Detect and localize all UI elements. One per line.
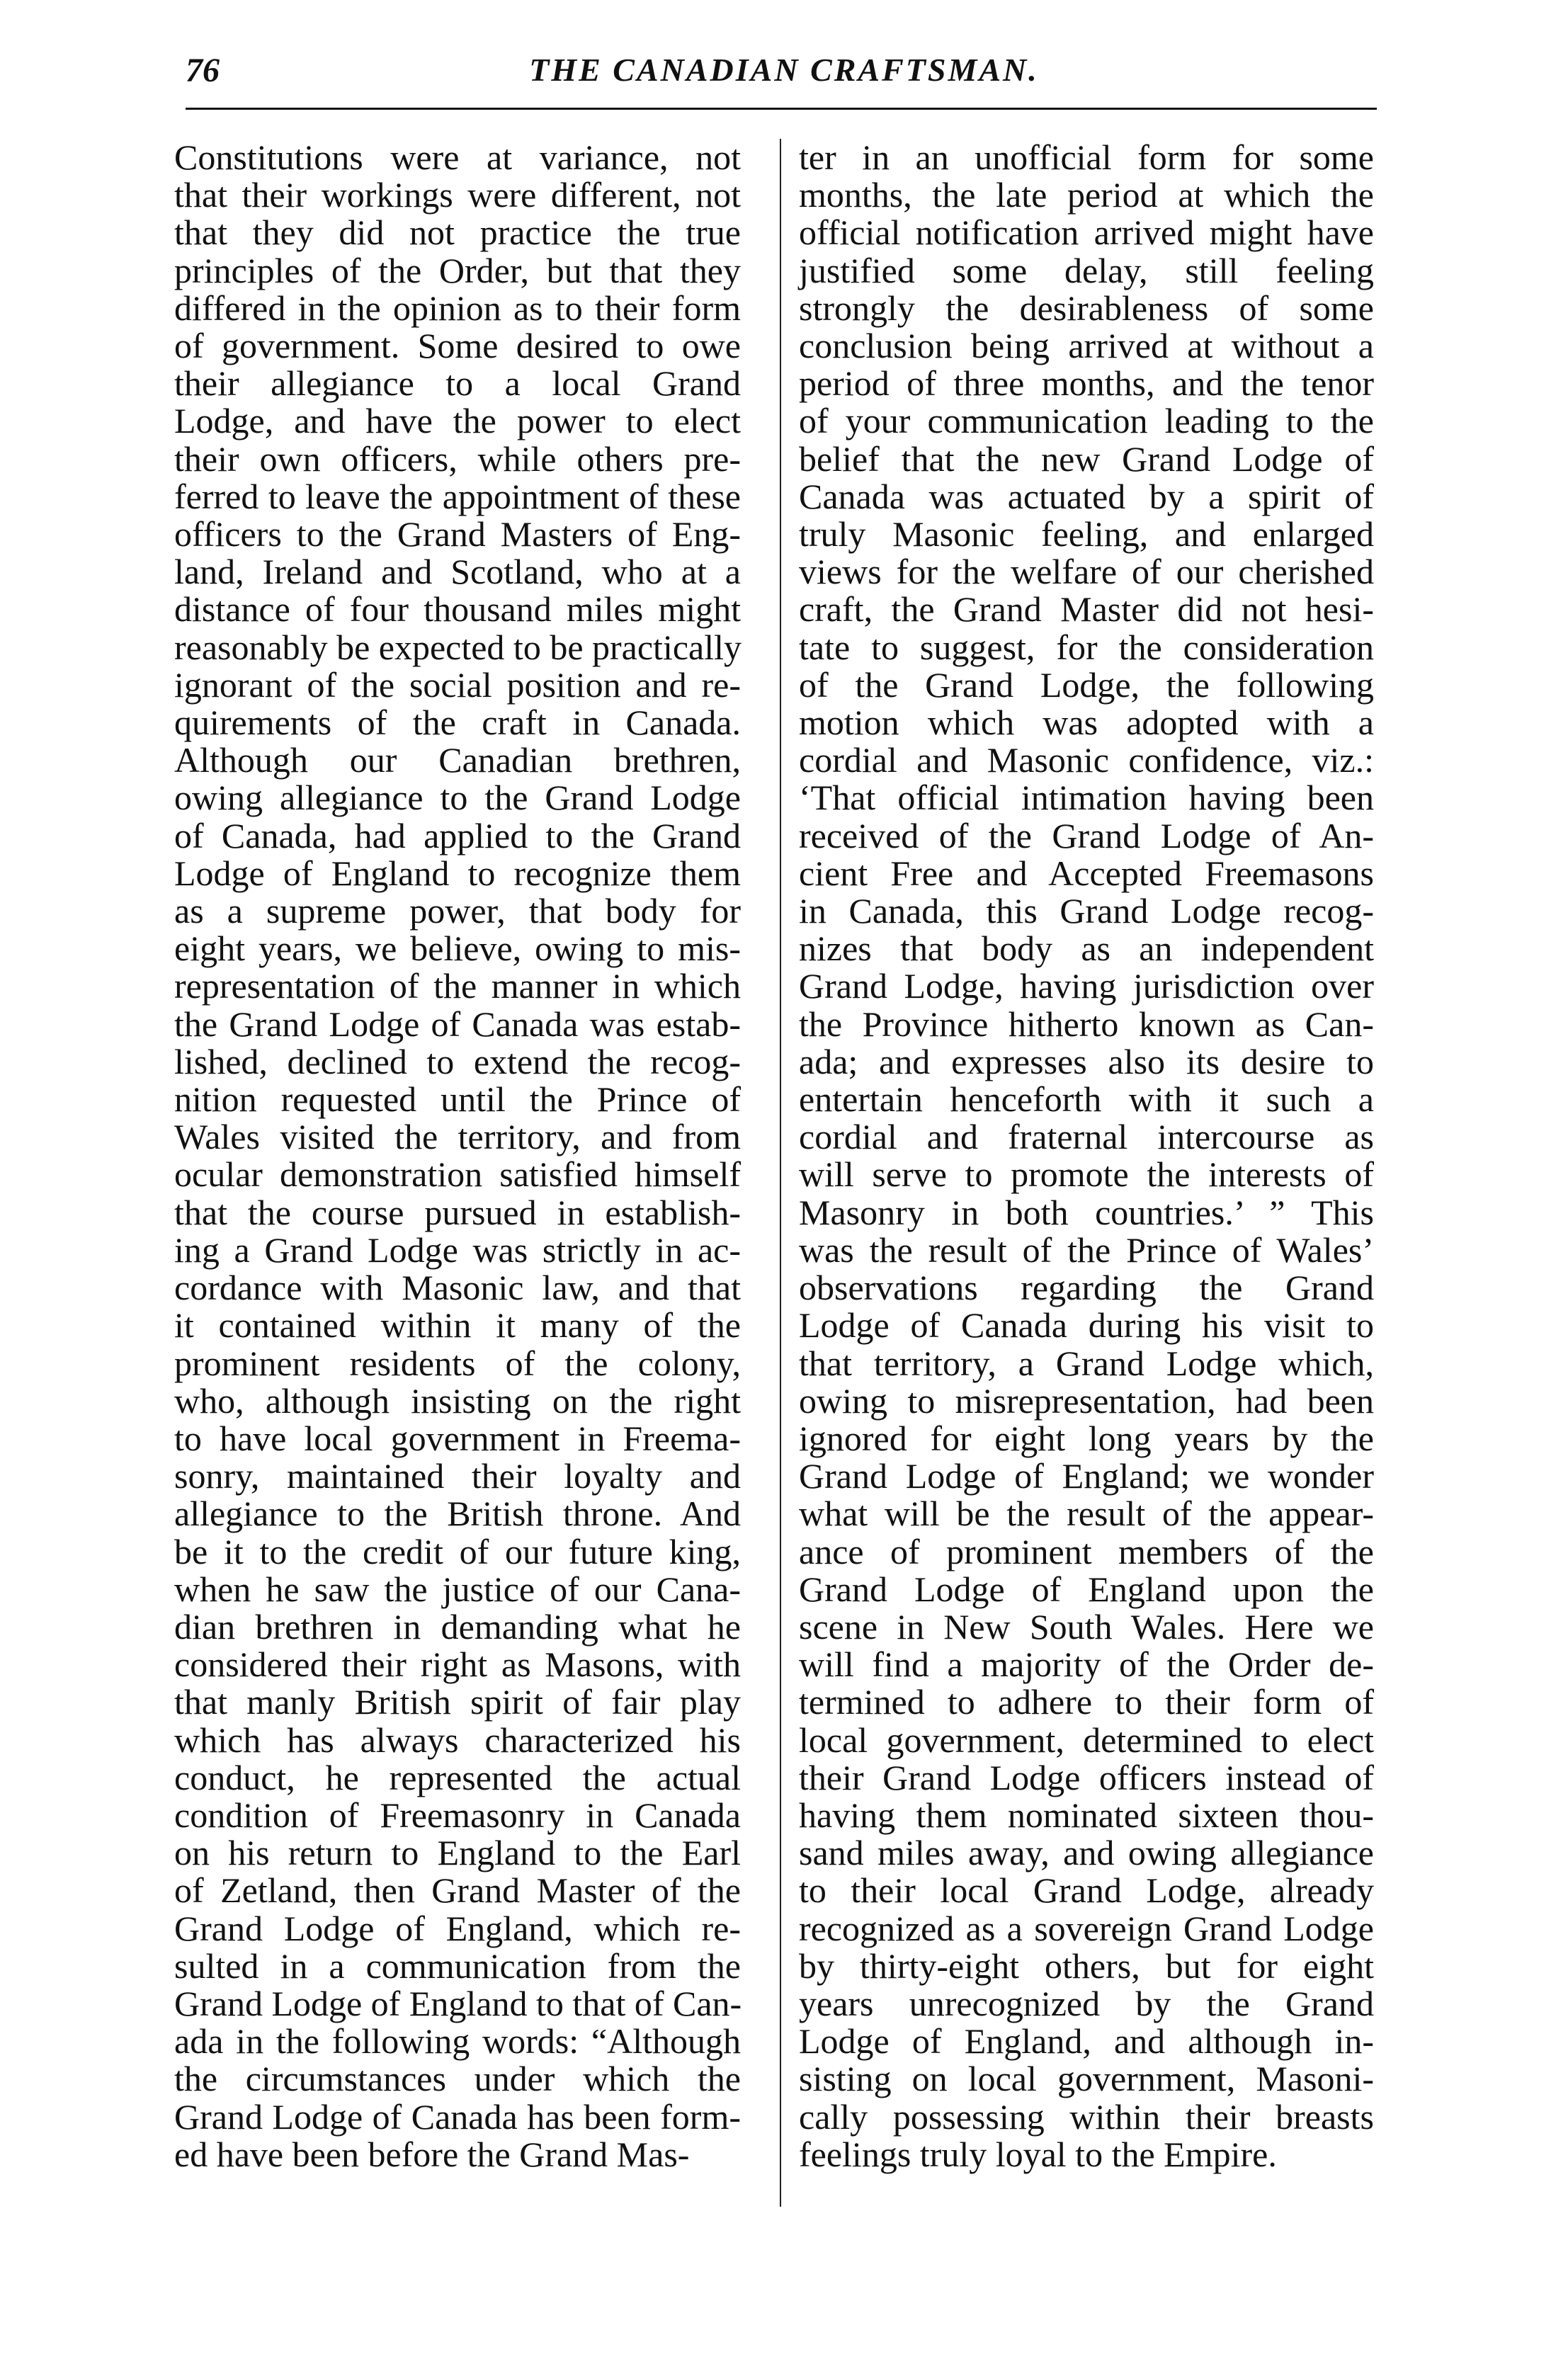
column-divider [780, 139, 781, 2207]
text-line [174, 1006, 741, 1043]
text-line-content: that they did not practice the true [174, 212, 741, 253]
text-line [799, 1683, 1374, 1721]
text-line [799, 629, 1374, 666]
text-line [174, 176, 741, 214]
text-line [799, 967, 1374, 1005]
text-line-content: representation of the manner in which [174, 966, 741, 1006]
text-line-content: it contained within it many of the [174, 1305, 741, 1346]
text-line [799, 2060, 1374, 2098]
text-line-content: belief that the new Grand Lodge of [799, 438, 1374, 479]
text-line-content: Lodge of Canada during his visit to [799, 1305, 1374, 1346]
text-line [174, 1834, 741, 1872]
text-line-content: Grand Lodge, having jurisdiction over [799, 966, 1374, 1006]
text-line-content: reasonably be expected to be practically [174, 627, 742, 667]
text-line [799, 139, 1374, 176]
text-line [799, 1457, 1374, 1495]
text-line [174, 440, 741, 478]
text-line-content: eight years, we believe, owing to mis- [174, 928, 741, 969]
text-line-content: motion which was adopted with a [799, 703, 1374, 743]
text-line-content: condition of Freemasonry in Canada [174, 1795, 741, 1835]
text-line [799, 591, 1374, 628]
page-number: 76 [186, 52, 220, 89]
text-line [799, 252, 1374, 290]
text-line-content: of your communication leading to the [799, 401, 1374, 441]
text-line-content: received of the Grand Lodge of An- [799, 815, 1374, 856]
text-line-content: Canada was actuated by a spirit of [799, 476, 1374, 516]
text-line-content: of Zetland, then Grand Master of the [174, 1870, 741, 1911]
text-line [799, 176, 1374, 214]
text-line [799, 1797, 1374, 1834]
text-line-content: ed have been before the Grand Mas- [174, 2134, 690, 2174]
text-line [174, 930, 741, 967]
text-line [174, 892, 741, 930]
text-line-content: to have local government in Freema- [174, 1418, 741, 1458]
text-line-content: ‘That official intimation having been [799, 778, 1374, 818]
text-line [799, 930, 1374, 967]
text-line-content: officers to the Grand Masters of Eng- [174, 514, 741, 555]
header-rule [186, 108, 1377, 110]
text-line [174, 591, 741, 628]
text-line [799, 478, 1374, 516]
text-line [799, 440, 1374, 478]
text-line-content: Lodge, and have the power to elect [174, 401, 741, 441]
text-line [174, 327, 741, 365]
text-line [799, 1345, 1374, 1382]
text-line-content: ferred to leave the appointment of these [174, 476, 741, 516]
text-line [174, 2023, 741, 2060]
text-line-content: by thirty-eight others, but for eight [799, 1945, 1374, 1986]
text-line [799, 1382, 1374, 1420]
text-line-content: of Canada, had applied to the Grand [174, 815, 741, 856]
text-line-content: owing allegiance to the Grand Lodge [174, 778, 741, 818]
text-line-content: the circumstances under which the [174, 2059, 741, 2099]
text-line-content: years unrecognized by the Grand [799, 1983, 1374, 2023]
text-line [174, 1872, 741, 1909]
text-line-content: cordial and Masonic confidence, viz.: [799, 740, 1374, 780]
text-line [799, 1229, 1374, 1270]
text-line [174, 1646, 741, 1683]
text-line-content: which has always characterized his [174, 1719, 741, 1760]
text-line-content: in Canada, this Grand Lodge recog- [799, 891, 1374, 931]
text-line-content: that their workings were different, not [174, 175, 741, 215]
text-line [799, 1006, 1374, 1043]
text-line [174, 2098, 741, 2136]
text-line-content: land, Ireland and Scotland, who at a [174, 552, 741, 592]
text-line-content: Although our Canadian brethren, [174, 740, 741, 780]
text-line-content: ing a Grand Lodge was strictly in ac- [174, 1229, 741, 1270]
text-line [799, 1043, 1374, 1081]
text-line-content: termined to adhere to their form of [799, 1682, 1374, 1722]
text-line [174, 516, 741, 553]
text-line-content: was the result of the Prince of Wales’ [799, 1229, 1374, 1270]
text-line [799, 327, 1374, 365]
text-line-content: Constitutions were at variance, not [174, 137, 741, 177]
text-line [174, 1118, 741, 1156]
text-line-content: Wales visited the territory, and from [174, 1117, 741, 1157]
text-line [174, 1382, 741, 1420]
text-line [174, 1043, 741, 1081]
text-line-content: differed in the opinion as to their form [174, 288, 741, 328]
text-line [799, 779, 1374, 817]
text-line [174, 704, 741, 741]
text-line [799, 1081, 1374, 1118]
text-line-content: that territory, a Grand Lodge which, [799, 1343, 1374, 1383]
text-line [799, 402, 1374, 440]
text-line-content: official notification arrived might have [799, 212, 1374, 253]
text-line-content: their Grand Lodge officers instead of [799, 1757, 1374, 1797]
text-line-content: on his return to England to the Earl [174, 1833, 741, 1873]
text-line-content: the Province hitherto known as Can- [799, 1004, 1374, 1044]
text-line [799, 1495, 1374, 1533]
text-line [799, 1646, 1374, 1683]
text-line-content: having them nominated sixteen thou- [799, 1795, 1374, 1835]
text-line-content: local government, determined to elect [799, 1719, 1374, 1760]
text-line-content: craft, the Grand Master did not hesi- [799, 589, 1374, 630]
text-line [174, 402, 741, 440]
text-line [799, 855, 1374, 892]
text-line-content: Lodge of England to recognize them [174, 853, 741, 893]
text-line [799, 1533, 1374, 1571]
text-line-content: dian brethren in demanding what he [174, 1606, 741, 1647]
text-line [174, 1457, 741, 1495]
text-line [174, 1945, 741, 1986]
text-line-content: conduct, he represented the actual [174, 1757, 741, 1797]
text-line-content: sonry, maintained their loyalty and [174, 1456, 741, 1496]
text-line [799, 1307, 1374, 1344]
text-line-content: scene in New South Wales. Here we [799, 1606, 1374, 1647]
text-line-content: will serve to promote the interests of [799, 1154, 1374, 1195]
text-line [799, 1985, 1374, 2023]
text-line [799, 365, 1374, 402]
text-line [799, 892, 1374, 930]
text-line [174, 1985, 741, 2023]
text-line-content: quirements of the craft in Canada. [174, 703, 741, 743]
text-line-content: principles of the Order, but that they [174, 250, 741, 290]
text-line-content: considered their right as Masons, with [174, 1644, 741, 1685]
text-line-content: views for the welfare of our cherished [799, 552, 1374, 592]
text-line-content: observations regarding the Grand [799, 1268, 1374, 1308]
text-line-content: Grand Lodge of England; we wonder [799, 1456, 1374, 1496]
text-line-content: that manly British spirit of fair play [174, 1682, 741, 1722]
text-line [799, 1608, 1374, 1646]
text-line-content: recognized as a sovereign Grand Lodge [799, 1908, 1374, 1948]
text-line-content: nition requested until the Prince of [174, 1079, 741, 1120]
text-line [174, 1269, 741, 1307]
text-line-content: entertain henceforth with it such a [799, 1079, 1374, 1120]
text-line [174, 1910, 741, 1948]
text-line-content: ocular demonstration satisfied himself [174, 1154, 741, 1195]
text-line-content: Lodge of England, and although in- [799, 2021, 1374, 2062]
text-line [174, 1759, 741, 1797]
text-line [174, 629, 741, 666]
text-line [174, 1420, 741, 1457]
text-line-content: the Grand Lodge of Canada was estab- [174, 1004, 741, 1044]
text-line [174, 214, 741, 251]
text-line-content: prominent residents of the colony, [174, 1343, 741, 1383]
text-line [174, 666, 741, 704]
text-line [799, 1571, 1374, 1608]
text-line [799, 2023, 1374, 2060]
text-line [174, 365, 741, 402]
text-line-content: that the course pursued in establish- [174, 1192, 741, 1232]
text-line-content: when he saw the justice of our Cana- [174, 1569, 741, 1609]
text-line-content: Grand Lodge of England upon the [799, 1569, 1374, 1609]
text-line [174, 290, 741, 327]
text-line [174, 741, 741, 779]
text-line [799, 2136, 1374, 2173]
text-line [799, 704, 1374, 741]
text-line [174, 855, 741, 892]
text-line-content: conclusion being arrived at without a [799, 326, 1374, 366]
text-line [174, 1156, 741, 1193]
running-head-title: THE CANADIAN CRAFTSMAN. [529, 52, 1039, 88]
text-line-content: ance of prominent members of the [799, 1531, 1374, 1571]
text-line [174, 2060, 741, 2098]
text-line [799, 741, 1374, 779]
right-column [799, 139, 1374, 2173]
text-line [174, 1533, 741, 1571]
text-line [174, 1081, 741, 1118]
text-line-content: of government. Some desired to owe [174, 326, 741, 366]
text-line-content: tate to suggest, for the consideration [799, 627, 1374, 667]
text-line [174, 817, 741, 855]
text-line [799, 1194, 1374, 1232]
text-line-content: cally possessing within their breasts [799, 2096, 1374, 2137]
text-line [799, 290, 1374, 327]
text-line [174, 779, 741, 817]
text-line-content: ignorant of the social position and re- [174, 664, 741, 705]
text-line [799, 516, 1374, 553]
text-line-content: months, the late period at which the [799, 175, 1374, 215]
text-line [799, 1945, 1374, 1986]
text-line [174, 252, 741, 290]
text-line [174, 1683, 741, 1721]
text-line [174, 1229, 741, 1270]
text-line [799, 1759, 1374, 1797]
text-line-content: what will be the result of the appear- [799, 1494, 1374, 1534]
text-line-content: their allegiance to a local Grand [174, 363, 741, 404]
text-line-content: distance of four thousand miles might [174, 589, 741, 630]
text-line-content: Masonry in both countries.’ ” This [799, 1192, 1374, 1232]
text-line-content: feelings truly loyal to the Empire. [799, 2134, 1277, 2174]
text-line-content: ignored for eight long years by the [799, 1418, 1374, 1458]
text-line-content: owing to misrepresentation, had been [799, 1380, 1374, 1421]
text-line-content: cient Free and Accepted Freemasons [799, 853, 1374, 893]
text-line [799, 817, 1374, 855]
text-line-content: truly Masonic feeling, and enlarged [799, 514, 1374, 555]
text-line-content: sisting on local government, Masoni- [799, 2059, 1374, 2099]
text-line-content: Grand Lodge of England to that of Can- [174, 1983, 742, 2023]
text-line-content: be it to the credit of our future king, [174, 1531, 741, 1571]
text-line [799, 2098, 1374, 2136]
text-line [174, 1797, 741, 1834]
text-line-content: Grand Lodge of Canada has been form- [174, 2096, 741, 2137]
text-line [799, 1269, 1374, 1307]
text-line [799, 1420, 1374, 1457]
text-line [174, 478, 741, 516]
text-line [174, 1345, 741, 1382]
text-line [174, 967, 741, 1005]
text-line [799, 1118, 1374, 1156]
text-line-content: lished, declined to extend the recog- [174, 1041, 741, 1081]
text-line-content: ada; and expresses also its desire to [799, 1041, 1374, 1081]
text-line [174, 1719, 741, 1760]
text-line [799, 1910, 1374, 1948]
text-line [174, 1495, 741, 1533]
text-line [174, 1307, 741, 1344]
text-line [799, 553, 1374, 591]
text-line-content: period of three months, and the tenor [799, 363, 1374, 404]
text-line [799, 1156, 1374, 1193]
text-line-content: ter in an unofficial form for some [799, 137, 1374, 177]
text-line [174, 1194, 741, 1232]
text-line [174, 1608, 741, 1646]
text-line-content: their own officers, while others pre- [174, 438, 741, 479]
text-line-content: justified some delay, still feeling [799, 250, 1374, 290]
text-line-content: who, although insisting on the right [174, 1380, 741, 1421]
text-line-content: to their local Grand Lodge, already [799, 1870, 1374, 1911]
text-line-content: as a supreme power, that body for [174, 891, 741, 931]
left-column [174, 139, 741, 2173]
text-line-content: cordial and fraternal intercourse as [799, 1117, 1374, 1157]
text-line [174, 139, 741, 176]
text-line [174, 1571, 741, 1608]
text-line [799, 214, 1374, 251]
text-line [799, 1834, 1374, 1872]
text-line-content: ada in the following words: “Although [174, 2021, 741, 2062]
text-line [799, 1872, 1374, 1909]
text-line-content: of the Grand Lodge, the following [799, 664, 1374, 705]
text-line-content: cordance with Masonic law, and that [174, 1268, 741, 1308]
text-line-content: nizes that body as an independent [799, 928, 1374, 969]
text-line-content: sand miles away, and owing allegiance [799, 1833, 1374, 1873]
text-line-content: Grand Lodge of England, which re- [174, 1908, 741, 1948]
text-line-content: will find a majority of the Order de- [799, 1644, 1374, 1685]
text-line [799, 666, 1374, 704]
text-line-content: strongly the desirableness of some [799, 288, 1374, 328]
text-line-content: sulted in a communication from the [174, 1945, 741, 1986]
text-line [799, 1719, 1374, 1760]
text-line [174, 553, 741, 591]
text-line [174, 2136, 741, 2173]
text-line-content: allegiance to the British throne. And [174, 1494, 741, 1534]
